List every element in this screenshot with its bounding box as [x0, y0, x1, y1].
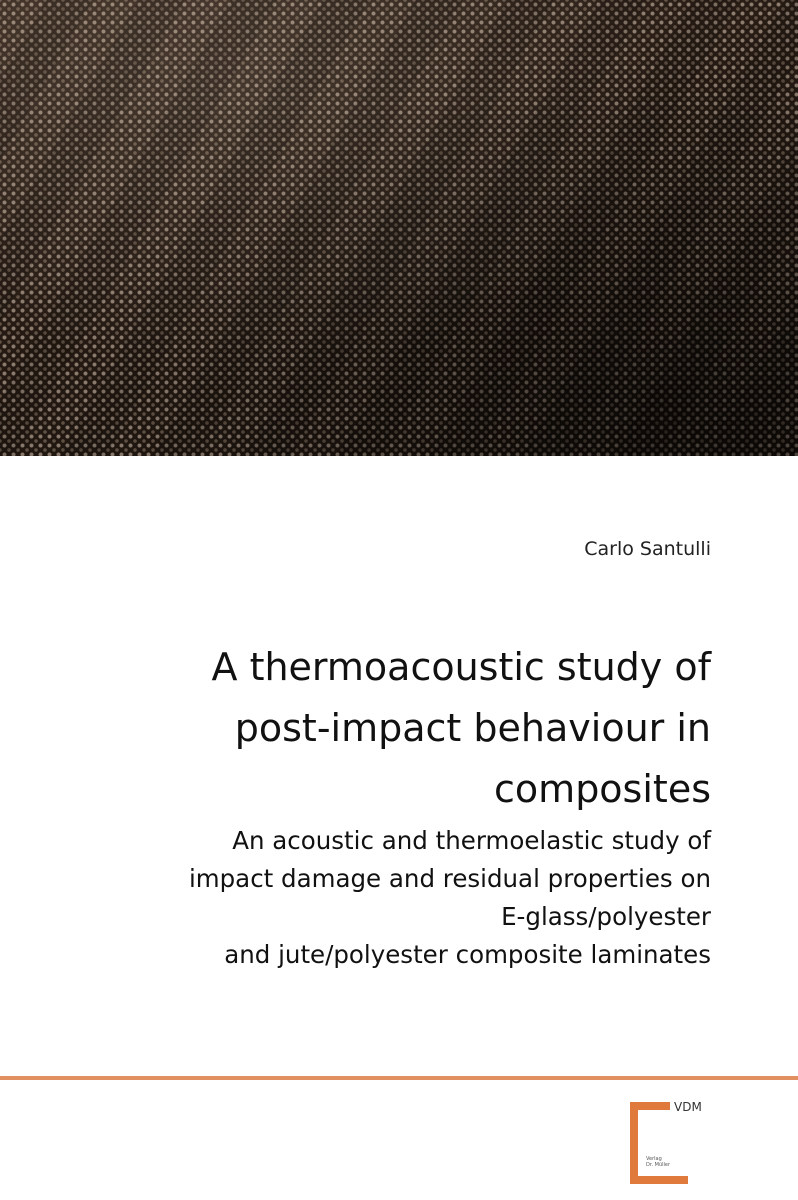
author-name: Carlo Santulli — [584, 538, 711, 560]
publisher-imprint — [646, 1156, 670, 1168]
imprint-line: Dr. Müller — [646, 1162, 671, 1168]
title-line: A thermoacoustic study of — [211, 645, 711, 689]
publisher-name: VDM — [674, 1100, 702, 1114]
logo-bar-icon — [630, 1176, 688, 1184]
book-title — [31, 637, 711, 820]
subtitle-line: E-glass/polyester — [501, 902, 711, 931]
subtitle-line: impact damage and residual properties on — [188, 864, 711, 893]
logo-bracket-icon — [630, 1102, 690, 1184]
divider-rule — [0, 1076, 798, 1080]
publisher-logo — [630, 1100, 710, 1185]
imprint-line: Verlag — [646, 1156, 662, 1162]
title-line: post-impact behaviour in — [234, 706, 711, 750]
cover-fabric-photo — [0, 0, 798, 456]
book-subtitle — [31, 822, 711, 974]
subtitle-line: An acoustic and thermoelastic study of — [232, 826, 711, 855]
subtitle-line: and jute/polyester composite laminates — [224, 940, 711, 969]
title-line: composites — [494, 767, 711, 811]
